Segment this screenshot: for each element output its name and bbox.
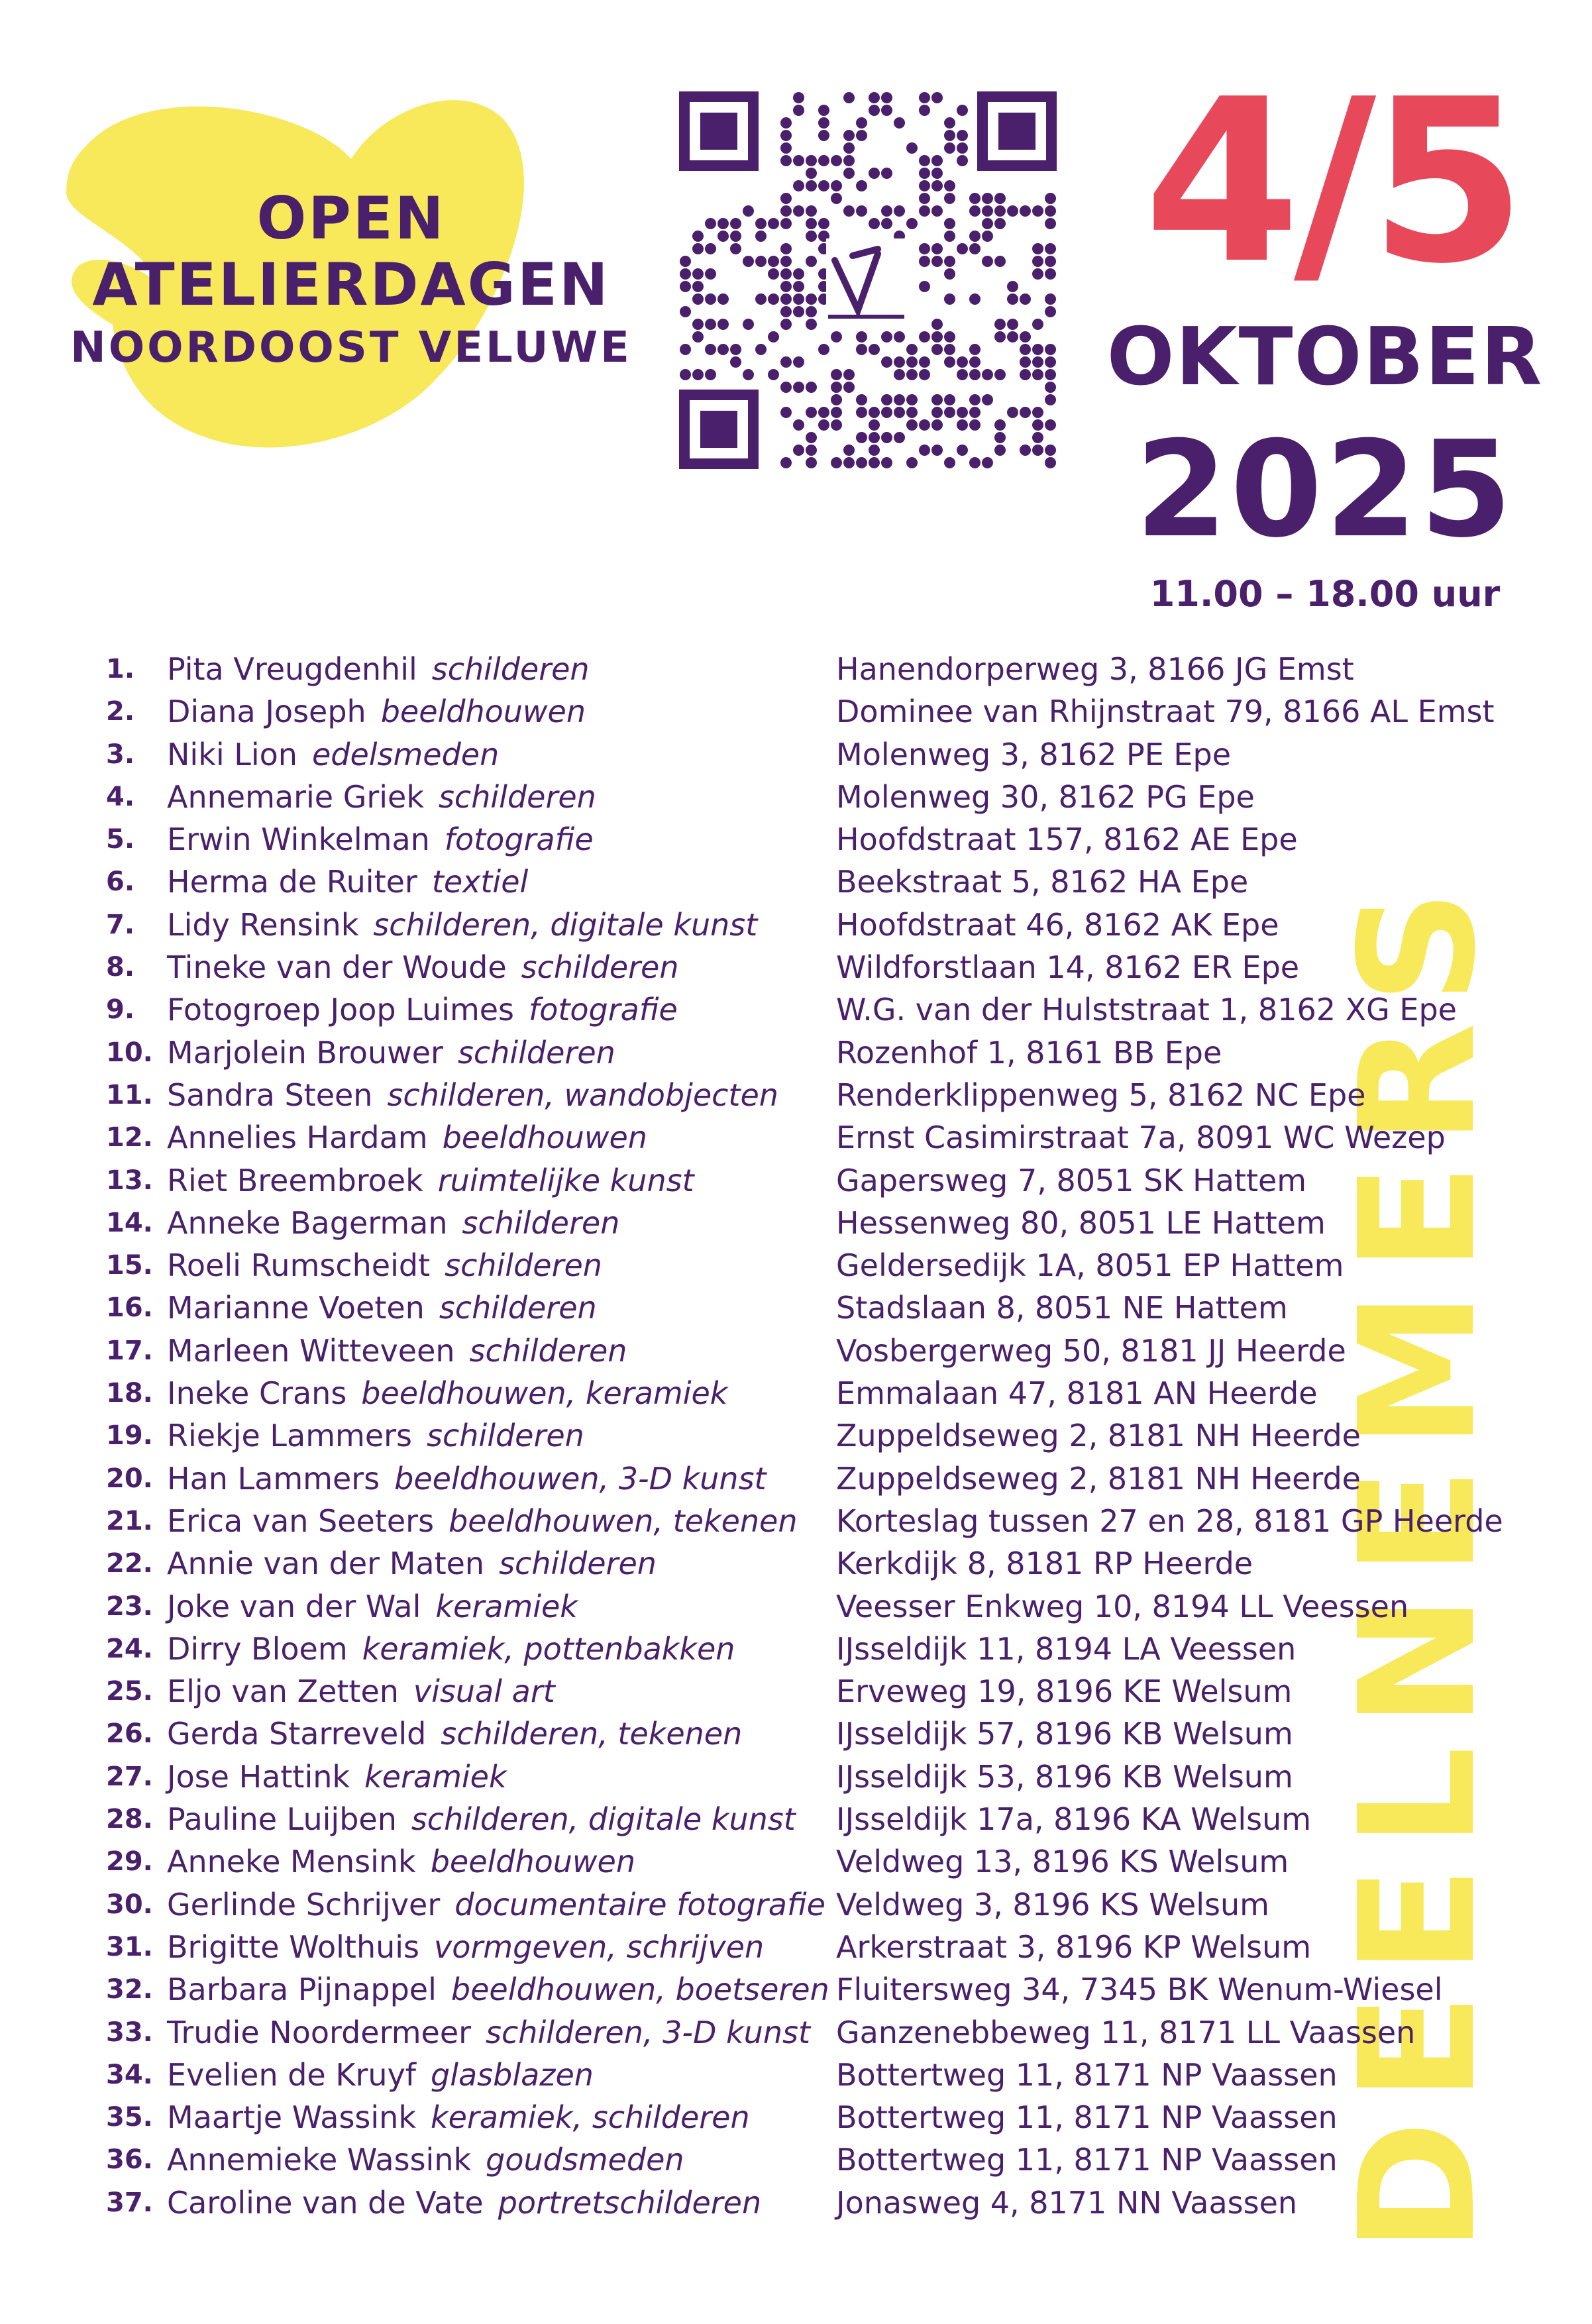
- list-item: [106, 1926, 1497, 1968]
- participant-name: [167, 1159, 694, 1202]
- participant-address: Hoofdstraat 157, 8162 AE Epe: [836, 821, 1298, 858]
- list-item: [106, 1968, 1497, 2011]
- participant-number: 9.: [106, 994, 135, 1026]
- participant-number: 35.: [106, 2102, 153, 2133]
- participant-discipline: beeldhouwen, keramiek: [361, 1375, 728, 1412]
- participant-discipline: visual art: [413, 1673, 555, 1710]
- participant-name-text: Annemieke Wassink: [167, 2142, 472, 2178]
- participant-discipline: edelsmeden: [311, 736, 500, 772]
- participant-name-text: Pita Vreugdenhil: [167, 651, 417, 687]
- participant-name-text: Lidy Rensink: [167, 906, 359, 943]
- participant-discipline: keramiek: [435, 1588, 578, 1624]
- participant-number: 30.: [106, 1889, 153, 1920]
- participant-number: 12.: [106, 1122, 153, 1153]
- list-item: [106, 2139, 1497, 2181]
- list-item: [106, 1372, 1497, 1414]
- participant-name: [167, 1244, 602, 1287]
- participant-number: 6.: [106, 867, 135, 898]
- participant-number: 24.: [106, 1633, 153, 1664]
- list-item: [106, 1500, 1503, 1542]
- brand-line-atelierdagen: ATELIERDAGEN: [92, 250, 610, 319]
- participant-name: [167, 1926, 764, 1968]
- participant-name-text: Pauline Luijben: [167, 1801, 397, 1838]
- side-label-deelnemers: DEELNEMERS: [1325, 871, 1511, 2252]
- list-item: [106, 861, 1497, 903]
- list-item: [106, 2054, 1497, 2096]
- participant-address: Arkerstraat 3, 8196 KP Welsum: [836, 1928, 1312, 1965]
- participant-discipline: beeldhouwen, boetseren: [451, 1972, 829, 2008]
- list-item: [106, 1628, 1497, 1670]
- participant-name: [167, 1798, 796, 1840]
- list-item: [106, 1159, 1497, 1202]
- participant-number: 27.: [106, 1761, 153, 1792]
- participant-name: [167, 2096, 750, 2139]
- participant-name: [167, 1457, 767, 1500]
- participant-number: 10.: [106, 1037, 153, 1068]
- participant-name-text: Ineke Crans: [167, 1375, 347, 1412]
- participant-number: 13.: [106, 1165, 153, 1196]
- participant-address: IJsseldijk 53, 8196 KB Welsum: [836, 1758, 1293, 1795]
- participant-address: Emmalaan 47, 8181 AN Heerde: [836, 1375, 1318, 1412]
- participant-address: Hanendorperweg 3, 8166 JG Emst: [836, 651, 1354, 687]
- list-item: [106, 1883, 1497, 1926]
- participant-number: 22.: [106, 1548, 153, 1579]
- participant-name-text: Anneke Bagerman: [167, 1204, 448, 1241]
- list-item: [106, 1542, 1497, 1585]
- participant-discipline: schilderen, 3-D kunst: [486, 2014, 810, 2050]
- list-item: [106, 1031, 1497, 1074]
- participant-name-text: Barbara Pijnappel: [167, 1972, 437, 2008]
- participant-address: Jonasweg 4, 8171 NN Vaassen: [836, 2184, 1298, 2221]
- event-brand-title: [66, 185, 636, 378]
- participant-address: Stadslaan 8, 8051 NE Hattem: [836, 1290, 1288, 1326]
- list-item: [106, 988, 1497, 1031]
- participant-discipline: beeldhouwen, 3-D kunst: [394, 1460, 767, 1497]
- list-item: [106, 1330, 1497, 1372]
- participant-number: 19.: [106, 1420, 153, 1452]
- participant-discipline: goudsmeden: [486, 2142, 684, 2178]
- participant-address: Wildforstlaan 14, 8162 ER Epe: [836, 949, 1300, 986]
- participant-number: 4.: [106, 781, 135, 812]
- participant-discipline: schilderen, tekenen: [441, 1716, 743, 1752]
- list-item: [106, 1202, 1497, 1244]
- participant-name-text: Anneke Mensink: [167, 1844, 416, 1880]
- participant-name: [167, 2011, 810, 2054]
- participant-address: Zuppeldseweg 2, 8181 NH Heerde: [836, 1460, 1361, 1497]
- participant-discipline: schilderen, digitale kunst: [411, 1801, 796, 1838]
- participant-number: 26.: [106, 1718, 153, 1750]
- participant-discipline: beeldhouwen: [380, 694, 586, 730]
- participant-discipline: textiel: [431, 864, 529, 900]
- participant-number: 32.: [106, 1974, 153, 2005]
- participant-discipline: schilderen: [521, 949, 679, 986]
- participant-name: [167, 861, 528, 903]
- participant-name-text: Gerda Starreveld: [167, 1716, 427, 1752]
- participant-name-text: Joke van der Wal: [167, 1588, 421, 1624]
- participant-name-text: Marleen Witteveen: [167, 1332, 455, 1369]
- participant-name: [167, 946, 679, 988]
- participant-name: [167, 1074, 778, 1116]
- participant-number: 1.: [106, 654, 135, 684]
- participant-address: Rozenhof 1, 8161 BB Epe: [836, 1034, 1222, 1071]
- list-item: [106, 776, 1497, 818]
- participant-number: 7.: [106, 909, 135, 940]
- list-item: [106, 1585, 1497, 1628]
- participant-discipline: glasblazen: [431, 2056, 594, 2093]
- participant-number: 31.: [106, 1931, 153, 1962]
- list-item: [106, 2096, 1497, 2139]
- participant-number: 21.: [106, 1505, 153, 1536]
- participant-address: Molenweg 30, 8162 PG Epe: [836, 778, 1255, 815]
- participant-discipline: schilderen: [439, 1290, 597, 1326]
- participant-discipline: schilderen, wandobjecten: [387, 1077, 778, 1113]
- participant-address: Veldweg 3, 8196 KS Welsum: [836, 1886, 1269, 1923]
- participant-name-text: Fotogroep Joop Luimes: [167, 992, 515, 1028]
- participant-name-text: Gerlinde Schrijver: [167, 1886, 441, 1923]
- participant-address: Erveweg 19, 8196 KE Welsum: [836, 1673, 1293, 1710]
- event-month: OKTOBER: [1106, 311, 1544, 403]
- participant-name: [167, 904, 757, 946]
- participant-address: Kerkdijk 8, 8181 RP Heerde: [836, 1546, 1253, 1582]
- list-item: [106, 1670, 1497, 1713]
- participant-address: Bottertweg 11, 8171 NP Vaassen: [836, 2056, 1338, 2093]
- participant-name: [167, 1670, 555, 1713]
- participant-address: Renderklippenweg 5, 8162 NC Epe: [836, 1077, 1366, 1113]
- participant-address: Bottertweg 11, 8171 NP Vaassen: [836, 2142, 1338, 2178]
- participant-address: Bottertweg 11, 8171 NP Vaassen: [836, 2099, 1338, 2136]
- participant-name: [167, 1202, 619, 1244]
- participant-name-text: Riekje Lammers: [167, 1418, 412, 1454]
- participant-name: [167, 1585, 578, 1628]
- participant-discipline: schilderen: [438, 778, 596, 815]
- participant-name-text: Evelien de Kruyf: [167, 2056, 416, 2093]
- participant-name-text: Brigitte Wolthuis: [167, 1928, 420, 1965]
- participant-discipline: fotografie: [529, 992, 678, 1028]
- participant-name: [167, 733, 499, 776]
- participant-number: 8.: [106, 952, 135, 983]
- participant-name: [167, 1542, 657, 1585]
- participant-discipline: schilderen: [462, 1204, 620, 1241]
- event-year: 2025: [1135, 413, 1515, 567]
- participant-number: 5.: [106, 824, 135, 855]
- participant-number: 20.: [106, 1463, 153, 1494]
- participant-discipline: keramiek, pottenbakken: [362, 1630, 735, 1667]
- participant-name: [167, 1330, 627, 1372]
- participant-address: Geldersedijk 1A, 8051 EP Hattem: [836, 1247, 1344, 1284]
- participant-name: [167, 690, 586, 733]
- participant-name-text: Roeli Rumscheidt: [167, 1247, 431, 1284]
- participant-address: IJsseldijk 17a, 8196 KA Welsum: [836, 1801, 1312, 1838]
- participant-name-text: Niki Lion: [167, 736, 297, 772]
- participant-discipline: beeldhouwen: [442, 1120, 647, 1156]
- participant-name: [167, 1414, 584, 1457]
- participant-address: Veesser Enkweg 10, 8194 LL Veessen: [836, 1588, 1409, 1624]
- list-item: [106, 904, 1497, 946]
- participant-address: Zuppeldseweg 2, 8181 NH Heerde: [836, 1418, 1361, 1454]
- list-item: [106, 1713, 1497, 1755]
- participant-number: 11.: [106, 1079, 153, 1110]
- participant-address: W.G. van der Hulststraat 1, 8162 XG Epe: [836, 992, 1457, 1028]
- participant-number: 18.: [106, 1378, 153, 1409]
- participant-name-text: Eljo van Zetten: [167, 1673, 399, 1710]
- participant-discipline: schilderen, digitale kunst: [373, 906, 758, 943]
- participant-name-text: Marjolein Brouwer: [167, 1034, 443, 1071]
- participant-name: [167, 988, 678, 1031]
- participant-address: Korteslag tussen 27 en 28, 8181 GP Heerde: [836, 1503, 1503, 1539]
- participant-number: 36.: [106, 2144, 153, 2176]
- participant-name-text: Trudie Noordermeer: [167, 2014, 472, 2050]
- participant-number: 33.: [106, 2017, 153, 2048]
- list-item: [106, 946, 1497, 988]
- participant-name: [167, 1883, 825, 1926]
- list-item: [106, 733, 1497, 776]
- participant-address: Veldweg 13, 8196 KS Welsum: [836, 1844, 1289, 1880]
- participant-discipline: fotografie: [444, 821, 594, 858]
- participant-name-text: Annemarie Griek: [167, 778, 424, 815]
- participant-address: IJsseldijk 57, 8196 KB Welsum: [836, 1716, 1293, 1752]
- participant-name-text: Dirry Bloem: [167, 1630, 348, 1667]
- participant-number: 28.: [106, 1804, 153, 1835]
- participant-name-text: Riet Breembroek: [167, 1162, 423, 1198]
- list-item: [106, 2182, 1497, 2224]
- participant-name: [167, 2182, 761, 2224]
- list-item: [106, 648, 1497, 690]
- participant-discipline: portretschilderen: [498, 2184, 762, 2221]
- participant-name: [167, 648, 590, 690]
- participant-name-text: Erica van Seeters: [167, 1503, 435, 1539]
- participant-number: 37.: [106, 2187, 153, 2218]
- brand-line-region: NOORDOOST VELUWE: [70, 323, 632, 372]
- participant-name: [167, 1116, 647, 1159]
- participant-number: 25.: [106, 1676, 153, 1707]
- participant-discipline: schilderen: [499, 1546, 657, 1582]
- participant-name: [167, 1500, 798, 1542]
- list-item: [106, 818, 1497, 861]
- participant-name: [167, 1031, 615, 1074]
- participant-number: 34.: [106, 2059, 153, 2090]
- event-days: 4/5: [1143, 51, 1520, 313]
- participant-address: Gapersweg 7, 8051 SK Hattem: [836, 1162, 1307, 1198]
- participant-discipline: beeldhouwen, tekenen: [449, 1503, 798, 1539]
- participant-name-text: Sandra Steen: [167, 1077, 373, 1113]
- participant-address: Vosbergerweg 50, 8181 JJ Heerde: [836, 1332, 1346, 1369]
- participant-discipline: schilderen: [431, 651, 590, 687]
- list-item: [106, 1840, 1497, 1883]
- participant-address: Ernst Casimirstraat 7a, 8091 WC Wezep: [836, 1120, 1446, 1156]
- participant-name-text: Tineke van der Woude: [167, 949, 507, 986]
- list-item: [106, 1244, 1497, 1287]
- participant-discipline: schilderen: [469, 1332, 627, 1369]
- participant-discipline: keramiek: [364, 1758, 507, 1795]
- participant-discipline: vormgeven, schrijven: [434, 1928, 765, 1965]
- participant-name-text: Erwin Winkelman: [167, 821, 430, 858]
- list-item: [106, 1414, 1497, 1457]
- participant-name-text: Jose Hattink: [167, 1758, 350, 1795]
- participant-discipline: schilderen: [427, 1418, 584, 1454]
- participant-discipline: beeldhouwen: [430, 1844, 635, 1880]
- event-hours: 11.00 – 18.00 uur: [1149, 573, 1501, 615]
- participant-address: Hoofdstraat 46, 8162 AK Epe: [836, 906, 1279, 943]
- participant-name-text: Caroline van de Vate: [167, 2184, 484, 2221]
- participant-name: [167, 1287, 597, 1329]
- participant-discipline: keramiek, schilderen: [430, 2099, 750, 2136]
- participant-name-text: Annelies Hardam: [167, 1120, 428, 1156]
- participant-address: Fluitersweg 34, 7345 BK Wenum-Wiesel: [836, 1972, 1443, 2008]
- participant-name-text: Herma de Ruiter: [167, 864, 417, 900]
- participant-number: 16.: [106, 1293, 153, 1324]
- participant-name: [167, 1840, 635, 1883]
- participant-list: [106, 648, 1503, 2224]
- list-item: [106, 1074, 1497, 1116]
- participant-number: 2.: [106, 696, 135, 727]
- participant-number: 3.: [106, 739, 135, 770]
- participant-number: 29.: [106, 1846, 153, 1877]
- participant-name-text: Diana Joseph: [167, 694, 366, 730]
- list-item: [106, 2011, 1497, 2054]
- participant-name: [167, 2139, 684, 2181]
- brand-line-open: OPEN: [256, 184, 446, 252]
- participant-discipline: schilderen: [457, 1034, 615, 1071]
- participant-number: 15.: [106, 1250, 153, 1281]
- participant-address: Dominee van Rhijnstraat 79, 8166 AL Emst: [836, 694, 1495, 730]
- list-item: [106, 1457, 1497, 1500]
- list-item: [106, 1287, 1497, 1329]
- participant-name-text: Maartje Wassink: [167, 2099, 416, 2136]
- participant-address: Molenweg 3, 8162 PE Epe: [836, 736, 1232, 772]
- participant-number: 14.: [106, 1207, 153, 1238]
- participant-address: Beekstraat 5, 8162 HA Epe: [836, 864, 1249, 900]
- list-item: [106, 1798, 1497, 1840]
- participant-name-text: Marianne Voeten: [167, 1290, 425, 1326]
- participant-discipline: documentaire fotografie: [454, 1886, 825, 1923]
- participant-discipline: schilderen: [445, 1247, 602, 1284]
- participant-name: [167, 1756, 507, 1798]
- participant-name: [167, 776, 596, 818]
- participant-name: [167, 1713, 742, 1755]
- participant-address: Ganzenebbeweg 11, 8171 LL Vaassen: [836, 2014, 1416, 2050]
- participant-number: 17.: [106, 1335, 153, 1366]
- participant-address: Hessenweg 80, 8051 LE Hattem: [836, 1204, 1326, 1241]
- list-item: [106, 1116, 1497, 1159]
- list-item: [106, 1756, 1497, 1798]
- participant-name-text: Han Lammers: [167, 1460, 380, 1497]
- participant-name: [167, 1968, 829, 2011]
- qr-code-icon[interactable]: [679, 91, 1057, 469]
- participant-name-text: Annie van der Maten: [167, 1546, 485, 1582]
- participant-name: [167, 2054, 594, 2096]
- participant-name: [167, 1628, 735, 1670]
- participant-name: [167, 1372, 727, 1414]
- participant-name: [167, 818, 594, 861]
- participant-number: 23.: [106, 1591, 153, 1622]
- participant-discipline: ruimtelijke kunst: [437, 1162, 694, 1198]
- participant-address: IJsseldijk 11, 8194 LA Veessen: [836, 1630, 1297, 1667]
- list-item: [106, 690, 1497, 733]
